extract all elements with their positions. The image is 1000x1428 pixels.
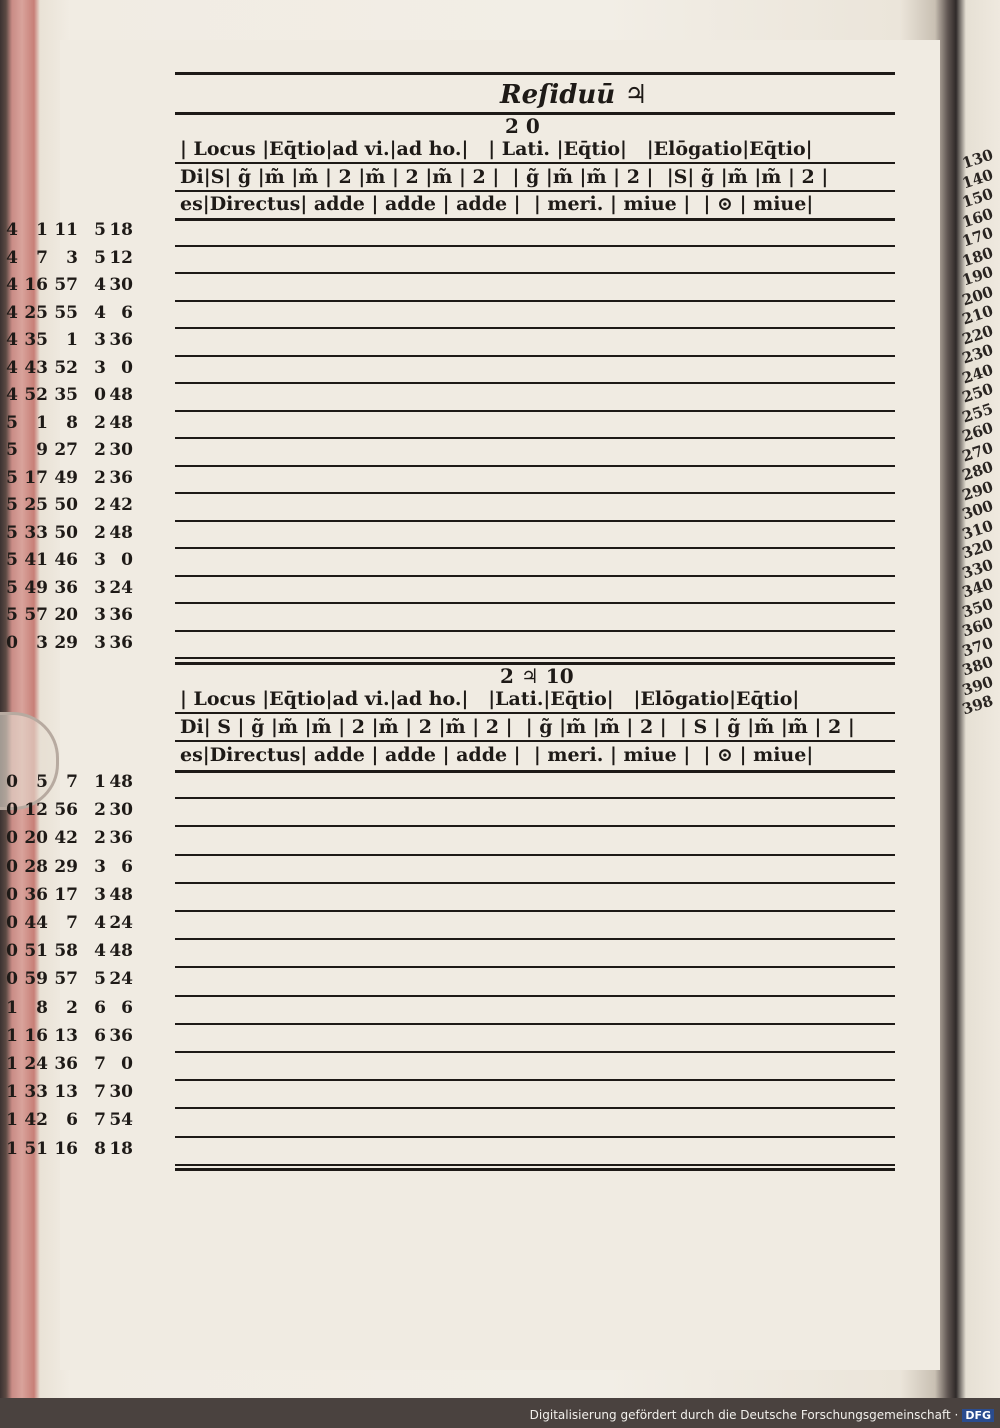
table-cell: 6 — [94, 1025, 106, 1046]
adjacent-page-number: 230 — [959, 340, 996, 368]
table-cell: 6 — [121, 997, 133, 1018]
table-cell: 0 — [6, 828, 18, 849]
footer — [530, 1408, 994, 1422]
table-cell: 30 — [109, 1082, 133, 1103]
table-cell: 20 — [54, 605, 78, 625]
table-cell: 50 — [54, 495, 78, 515]
table-cell: 48 — [109, 522, 133, 543]
table-cell: 28 — [24, 856, 48, 877]
row-rule — [175, 465, 895, 467]
table-cell: 1 — [6, 997, 18, 1018]
table-cell: 1 — [94, 772, 106, 792]
table-cell: 8 — [94, 1138, 106, 1159]
table-cell: 42 — [54, 828, 78, 849]
table-cell: 1 — [6, 1025, 18, 1046]
adjacent-page-number: 370 — [959, 633, 996, 660]
table-cell: 3 — [94, 605, 106, 625]
adjacent-page-number: 240 — [959, 360, 996, 387]
adjacent-page-number: 340 — [959, 574, 996, 602]
row-rule — [175, 882, 895, 884]
row-rule — [175, 300, 895, 302]
table-cell: 7 — [66, 913, 78, 933]
table-cell: 1 — [6, 1054, 18, 1074]
table-cell: 24 — [24, 1054, 48, 1074]
table-cell: 25 — [24, 302, 48, 323]
adjacent-page-number: 150 — [959, 184, 996, 212]
adjacent-page-number: 270 — [959, 438, 996, 465]
table-cell: 0 — [94, 385, 106, 405]
table-cell: 0 — [6, 884, 18, 905]
table-cell: 12 — [24, 800, 48, 821]
table-cell: 59 — [24, 969, 48, 990]
table-cell: 5 — [94, 969, 106, 990]
table-cell: 24 — [109, 913, 133, 933]
row-rule — [175, 854, 895, 856]
table1-header-rule-1 — [175, 162, 895, 164]
table-cell: 2 — [94, 440, 106, 460]
row-rule — [175, 327, 895, 329]
adjacent-page-number: 320 — [959, 535, 996, 563]
table-cell: 24 — [109, 577, 133, 598]
table-cell: 48 — [109, 941, 133, 962]
table-cell: 11 — [54, 220, 78, 240]
table-cell: 1 — [36, 220, 48, 240]
adjacent-page-number: 380 — [959, 652, 996, 680]
table-cell: 1 — [6, 1110, 18, 1131]
adjacent-page-number: 130 — [959, 145, 996, 173]
table-cell: 3 — [94, 550, 106, 570]
table-cell: 0 — [6, 772, 18, 792]
table-cell: 13 — [54, 1082, 78, 1103]
table-cell: 5 — [94, 247, 106, 268]
table-cell: 0 — [121, 357, 133, 378]
table-cell: 5 — [6, 495, 18, 515]
adjacent-page-number: 360 — [959, 613, 996, 641]
table-cell: 16 — [24, 1025, 48, 1046]
table-cell: 48 — [109, 772, 133, 792]
row-rule — [175, 825, 895, 827]
table1-label: 2 0 — [505, 114, 540, 138]
table-cell: 29 — [54, 632, 78, 653]
row-rule — [175, 910, 895, 912]
table-cell: 48 — [109, 884, 133, 905]
table-cell: 8 — [66, 412, 78, 433]
row-rule — [175, 492, 895, 494]
row-rule — [175, 1023, 895, 1025]
row-rule — [175, 1051, 895, 1053]
table-cell: 3 — [94, 884, 106, 905]
table-cell: 0 — [6, 856, 18, 877]
table-cell: 1 — [6, 1082, 18, 1103]
table-cell: 4 — [94, 913, 106, 933]
table-cell: 7 — [94, 1054, 106, 1074]
row-rule — [175, 547, 895, 549]
adjacent-page-number: 290 — [959, 477, 996, 504]
table-cell: 46 — [54, 550, 78, 570]
table-cell: 4 — [6, 330, 18, 350]
table-cell: 16 — [24, 275, 48, 295]
table-cell: 3 — [36, 632, 48, 653]
top-rule — [175, 72, 895, 75]
adjacent-page-number: 398 — [959, 691, 996, 719]
table-cell: 16 — [54, 1138, 78, 1159]
table-cell: 1 — [36, 412, 48, 433]
table-cell: 4 — [6, 275, 18, 295]
row-rule — [175, 966, 895, 968]
table-cell: 36 — [54, 1054, 78, 1074]
table-cell: 29 — [54, 856, 78, 877]
table-cell: 9 — [36, 440, 48, 460]
table-cell: 3 — [94, 330, 106, 350]
row-rule — [175, 575, 895, 577]
adjacent-page-number: 200 — [959, 282, 996, 309]
table-cell: 35 — [24, 330, 48, 350]
table-cell: 30 — [109, 275, 133, 295]
adjacent-page-number: 160 — [959, 204, 996, 231]
table-cell: 12 — [109, 247, 133, 268]
adjacent-page-number: 180 — [959, 243, 996, 270]
table-cell: 2 — [66, 997, 78, 1018]
table-cell: 1 — [66, 330, 78, 350]
table-cell: 0 — [121, 1054, 133, 1074]
table-cell: 24 — [109, 969, 133, 990]
table-cell: 0 — [6, 800, 18, 821]
table-cell: 3 — [94, 632, 106, 653]
table-cell: 5 — [6, 522, 18, 543]
table1-header-3: es|Directus| adde | adde | adde | | meri. | miue | | ⊙ | miue| — [180, 193, 814, 215]
adjacent-page-number: 170 — [959, 223, 996, 251]
row-rule — [175, 1136, 895, 1138]
table-cell: 5 — [6, 412, 18, 433]
table-cell: 17 — [54, 884, 78, 905]
table1-header-2: Di|S| g̃ |m̃ |m̃ | 2 |m̃ | 2 |m̃ | 2 | | g̃ |m̃ |m̃ | 2 | |S| g̃ |m̃ |m̃ | 2 | — [180, 166, 829, 188]
table-cell: 36 — [109, 467, 133, 488]
table-cell: 55 — [54, 302, 78, 323]
adjacent-page-number: 260 — [959, 418, 996, 446]
table-cell: 4 — [94, 302, 106, 323]
table-cell: 33 — [24, 1082, 48, 1103]
table-cell: 0 — [6, 941, 18, 962]
table-cell: 0 — [121, 550, 133, 570]
adjacent-page-number: 350 — [959, 594, 996, 621]
row-rule — [175, 602, 895, 604]
table-cell: 18 — [109, 1138, 133, 1159]
table2-header-3: es|Directus| adde | adde | adde | | meri. | miue | | ⊙ | miue| — [180, 744, 814, 766]
adjacent-page-number: 280 — [959, 457, 996, 485]
row-rule — [175, 630, 895, 632]
table-cell: 4 — [6, 302, 18, 323]
adjacent-page-number: 390 — [959, 672, 996, 699]
table-cell: 7 — [94, 1082, 106, 1103]
table-cell: 56 — [54, 800, 78, 821]
row-rule — [175, 938, 895, 940]
table-cell: 5 — [6, 550, 18, 570]
table-cell: 5 — [6, 467, 18, 488]
footer-text: Digitalisierung gefördert durch die Deutsche Forschungsgemeinschaft · — [529, 1408, 959, 1422]
table-cell: 48 — [109, 385, 133, 405]
page-clip — [0, 712, 59, 810]
table1-header-1: | Locus |Eq̄tio|ad vi.|ad ho.| | Lati. |Eq̄tio| |Elōgatio|Eq̄tio| — [180, 138, 813, 160]
table-cell: 6 — [94, 997, 106, 1018]
table-cell: 36 — [109, 1025, 133, 1046]
table-cell: 51 — [24, 1138, 48, 1159]
row-rule — [175, 797, 895, 799]
table-cell: 3 — [66, 247, 78, 268]
table1-header-rule-3 — [175, 218, 895, 221]
table-cell: 4 — [94, 941, 106, 962]
row-rule — [175, 1079, 895, 1081]
table-cell: 6 — [121, 302, 133, 323]
table2-header-2: Di| S | g̃ |m̃ |m̃ | 2 |m̃ | 2 |m̃ | 2 | | g̃ |m̃ |m̃ | 2 | | S | g̃ |m̃ |m̃ | 2 | — [180, 716, 855, 738]
table-cell: 42 — [24, 1110, 48, 1131]
table-cell: 52 — [24, 385, 48, 405]
table-cell: 36 — [109, 605, 133, 625]
table2-header-rule-2 — [175, 740, 895, 742]
row-rule — [175, 437, 895, 439]
table-cell: 57 — [54, 969, 78, 990]
table-cell: 5 — [6, 440, 18, 460]
row-rule — [175, 1107, 895, 1109]
table-cell: 57 — [24, 605, 48, 625]
table2-bottom-rule — [175, 1168, 895, 1171]
table-cell: 13 — [54, 1025, 78, 1046]
row-rule — [175, 995, 895, 997]
table-cell: 5 — [6, 605, 18, 625]
adjacent-page-number: 330 — [959, 555, 996, 582]
table-cell: 35 — [54, 385, 78, 405]
row-rule — [175, 1164, 895, 1166]
table-cell: 20 — [24, 828, 48, 849]
table-cell: 4 — [6, 247, 18, 268]
adjacent-page-number: 250 — [959, 379, 996, 407]
table2-header-1: | Locus |Eq̄tio|ad vi.|ad ho.| |Lati.|Eq̄tio| |Elōgatio|Eq̄tio| — [180, 688, 800, 710]
table-cell: 2 — [94, 495, 106, 515]
table-cell: 3 — [94, 577, 106, 598]
adjacent-page-number: 310 — [959, 516, 996, 543]
table-cell: 5 — [94, 220, 106, 240]
table-cell: 4 — [6, 220, 18, 240]
table-cell: 33 — [24, 522, 48, 543]
table-cell: 27 — [54, 440, 78, 460]
row-rule — [175, 245, 895, 247]
adjacent-page-number: 300 — [959, 496, 996, 524]
row-rule — [175, 382, 895, 384]
table-cell: 43 — [24, 357, 48, 378]
table-cell: 18 — [109, 220, 133, 240]
row-rule — [175, 355, 895, 357]
table-cell: 30 — [109, 440, 133, 460]
table-cell: 41 — [24, 550, 48, 570]
table-cell: 5 — [6, 577, 18, 598]
adjacent-page-number: 220 — [959, 321, 996, 348]
table-cell: 25 — [24, 495, 48, 515]
table-cell: 2 — [94, 800, 106, 821]
table-cell: 54 — [109, 1110, 133, 1131]
table-cell: 3 — [94, 856, 106, 877]
table-cell: 2 — [94, 828, 106, 849]
table-cell: 4 — [6, 385, 18, 405]
adjacent-page-number: 210 — [959, 301, 996, 329]
table1-header-rule-2 — [175, 190, 895, 192]
table-cell: 36 — [109, 828, 133, 849]
table-cell: 51 — [24, 941, 48, 962]
table-cell: 2 — [94, 467, 106, 488]
table2-label: 2 ♃ 10 — [500, 664, 574, 688]
table-cell: 2 — [94, 522, 106, 543]
table-cell: 0 — [6, 913, 18, 933]
table-cell: 3 — [94, 357, 106, 378]
row-rule — [175, 272, 895, 274]
table-cell: 49 — [54, 467, 78, 488]
adjacent-page-number: 255 — [959, 399, 996, 426]
table-cell: 57 — [54, 275, 78, 295]
table-cell: 36 — [109, 632, 133, 653]
table-cell: 4 — [94, 275, 106, 295]
table-cell: 58 — [54, 941, 78, 962]
row-rule — [175, 657, 895, 659]
table-cell: 8 — [36, 997, 48, 1018]
adjacent-page-number: 140 — [959, 165, 996, 192]
table-cell: 36 — [24, 884, 48, 905]
table-cell: 1 — [6, 1138, 18, 1159]
table-cell: 7 — [94, 1110, 106, 1131]
table-cell: 49 — [24, 577, 48, 598]
table-cell: 7 — [66, 772, 78, 792]
table-cell: 48 — [109, 412, 133, 433]
adjacent-page-number: 190 — [959, 262, 996, 290]
table-cell: 6 — [66, 1110, 78, 1131]
table-cell: 44 — [24, 913, 48, 933]
table-cell: 52 — [54, 357, 78, 378]
dfg-logo: DFG — [962, 1409, 994, 1422]
table2-header-rule-1 — [175, 712, 895, 714]
table-cell: 7 — [36, 247, 48, 268]
table-cell: 36 — [54, 577, 78, 598]
table-cell: 0 — [6, 632, 18, 653]
row-rule — [175, 410, 895, 412]
table-cell: 6 — [121, 856, 133, 877]
table-cell: 17 — [24, 467, 48, 488]
table-cell: 0 — [6, 969, 18, 990]
table-cell: 50 — [54, 522, 78, 543]
page-title: Reſiduū ♃ — [500, 80, 648, 110]
table-cell: 4 — [6, 357, 18, 378]
table-cell: 5 — [36, 772, 48, 792]
table-cell: 36 — [109, 330, 133, 350]
table-cell: 2 — [94, 412, 106, 433]
table-cell: 30 — [109, 800, 133, 821]
table-cell: 42 — [109, 495, 133, 515]
table2-header-rule-3 — [175, 770, 895, 773]
row-rule — [175, 520, 895, 522]
